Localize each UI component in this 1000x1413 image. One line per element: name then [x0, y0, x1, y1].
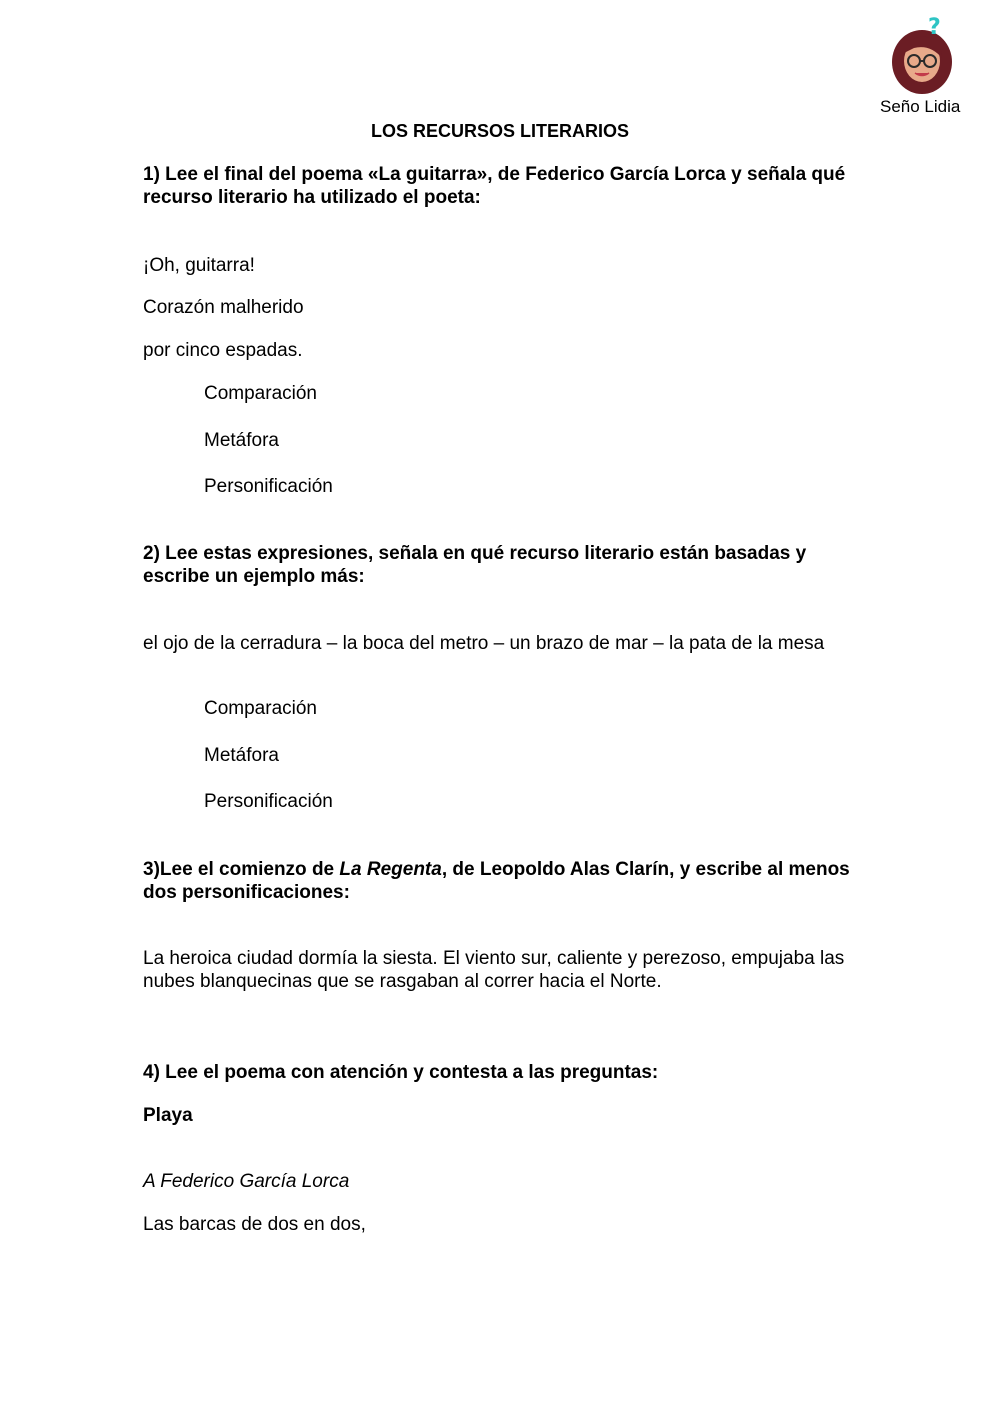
q2-option-personificacion[interactable]: Personificación [204, 791, 333, 812]
poem-title: Playa [143, 1105, 193, 1126]
avatar [884, 14, 964, 96]
poem-line: por cinco espadas. [143, 340, 303, 361]
expressions-text: el ojo de la cerradura – la boca del metro – un brazo de mar – la pata de la mesa [143, 633, 825, 654]
regenta-text: La heroica ciudad dormía la siesta. El viento sur, caliente y perezoso, empujaba las nubes blanquecinas que se rasgaban al correr hacia el Norte. [143, 948, 845, 992]
poem-line: Las barcas de dos en dos, [143, 1214, 366, 1235]
question-3-prompt [143, 858, 863, 904]
poem-dedication: A Federico García Lorca [143, 1171, 350, 1192]
page-title: LOS RECURSOS LITERARIOS [370, 121, 630, 141]
question-1-prompt: 1) Lee el final del poema «La guitarra», de Federico García Lorca y señala qué recurso literario ha utilizado el poeta: [143, 164, 846, 208]
brand-label: Seño Lidia [880, 97, 961, 116]
question-4-prompt: 4) Lee el poema con atención y contesta a las preguntas: [143, 1062, 659, 1083]
poem-line: ¡Oh, guitarra! [143, 255, 255, 276]
svg-text:?: ? [928, 15, 941, 40]
q2-option-comparacion[interactable]: Comparación [204, 698, 317, 719]
question-3-prompt-end: , de Leopoldo Alas Clarín, y escribe al menos dos personificaciones: [143, 859, 850, 903]
question-2-prompt: 2) Lee estas expresiones, señala en qué recurso literario están basadas y escribe un ejemplo más: [143, 543, 807, 587]
question-3-prompt-start: 3)Lee el comienzo de [143, 859, 340, 880]
q1-option-metafora[interactable]: Metáfora [204, 430, 279, 451]
book-title: La Regenta [339, 859, 442, 880]
q1-option-comparacion[interactable]: Comparación [204, 383, 317, 404]
q1-option-personificacion[interactable]: Personificación [204, 476, 333, 497]
q2-option-metafora[interactable]: Metáfora [204, 745, 279, 766]
poem-line: Corazón malherido [143, 297, 304, 318]
